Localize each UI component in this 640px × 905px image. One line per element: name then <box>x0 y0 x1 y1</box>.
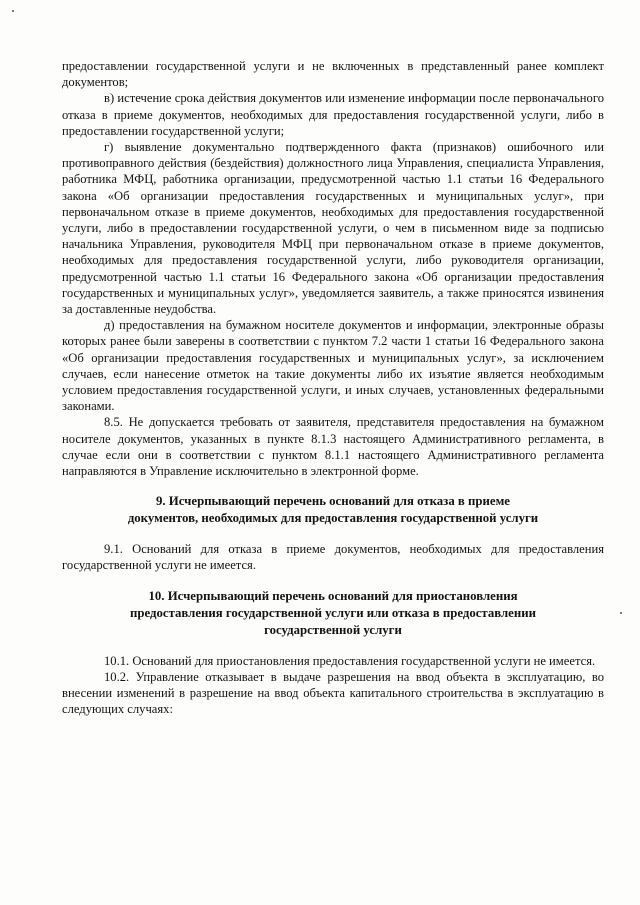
section-9-heading-line-2: документов, необходимых для предоставления государственной услуги <box>127 511 539 526</box>
paragraph-9-1: 9.1. Оснований для отказа в приеме документов, необходимых для предоставления государственной услуги не имеется. <box>62 542 604 573</box>
scan-speck <box>598 268 600 270</box>
paragraph-item-g: г) выявление документально подтвержденного факта (признаков) ошибочного или противоправного действия (бездействия) должностного лица Управления, специалиста Управления, работника МФЦ, работника организации, предусмотренной частью 1.1 статьи 16 Федерального закона «Об организации предоставления государственных и муниципальных услуг», при первоначальном отказе в приеме документов, необходимых для предоставления государственной услуги, либо в предоставлении государственной услуги, о чем в письменном виде за подписью начальника Управления, руководителя МФЦ при первоначальном отказе в приеме документов, необходимых для предоставления государственной услуги, либо руководителя организации, предусмотренной частью 1.1 статьи 16 Федерального закона «Об организации предоставления государственных и муниципальных услуг», уведомляется заявитель, а также приносятся извинения за доставленные неудобства. <box>62 140 604 317</box>
paragraph-10-1: 10.1. Оснований для приостановления предоставления государственной услуги не имеется. <box>104 653 596 668</box>
section-10-heading-line-3: государственной услуги <box>264 622 402 637</box>
section-10-heading-line-2: предоставления государственной услуги или отказа в предоставлении <box>130 605 536 620</box>
paragraph-8-5: 8.5. Не допускается требовать от заявителя, представителя предоставления на бумажном носителе документов, указанных в пункте 8.1.3 настоящего Административного регламента, в случае если они в соответствии с пунктом 8.1.1 настоящего Административного регламента направляются в Управление исключительно в электронной форме. <box>62 415 604 479</box>
paragraph-item-d: д) предоставления на бумажном носителе документов и информации, электронные образы которых ранее были заверены в соответствии с пунктом 7.2 части 1 статьи 16 Федерального закона «Об организации предоставления государственных и муниципальных услуг», за исключением случаев, если нанесение отметок на такие документы либо их изъятие является необходимым условием предоставления государственной услуги, и иных случаев, установленных федеральными законами. <box>62 318 604 414</box>
scan-speck <box>12 10 14 12</box>
scan-speck <box>620 612 622 614</box>
paragraph-continuation: предоставлении государственной услуги и не включенных в представленный ранее комплект документов; <box>62 59 604 90</box>
paragraph-item-v: в) истечение срока действия документов или изменение информации после первоначального отказа в приеме документов, необходимых для предоставления государственной услуги, либо в предоставлении государственной услуги; <box>62 91 604 138</box>
section-10-heading-line-1: 10. Исчерпывающий перечень оснований для приостановления <box>148 588 518 603</box>
section-10-heading <box>62 588 604 639</box>
section-9-heading <box>62 493 604 527</box>
paragraph-10-2: 10.2. Управление отказывает в выдаче разрешения на ввод объекта в эксплуатацию, во внесении изменений в разрешение на ввод объекта капитального строительства в эксплуатацию в следующих случаях: <box>62 669 604 717</box>
section-9-heading-line-1: 9. Исчерпывающий перечень оснований для отказа в приеме <box>156 494 510 509</box>
